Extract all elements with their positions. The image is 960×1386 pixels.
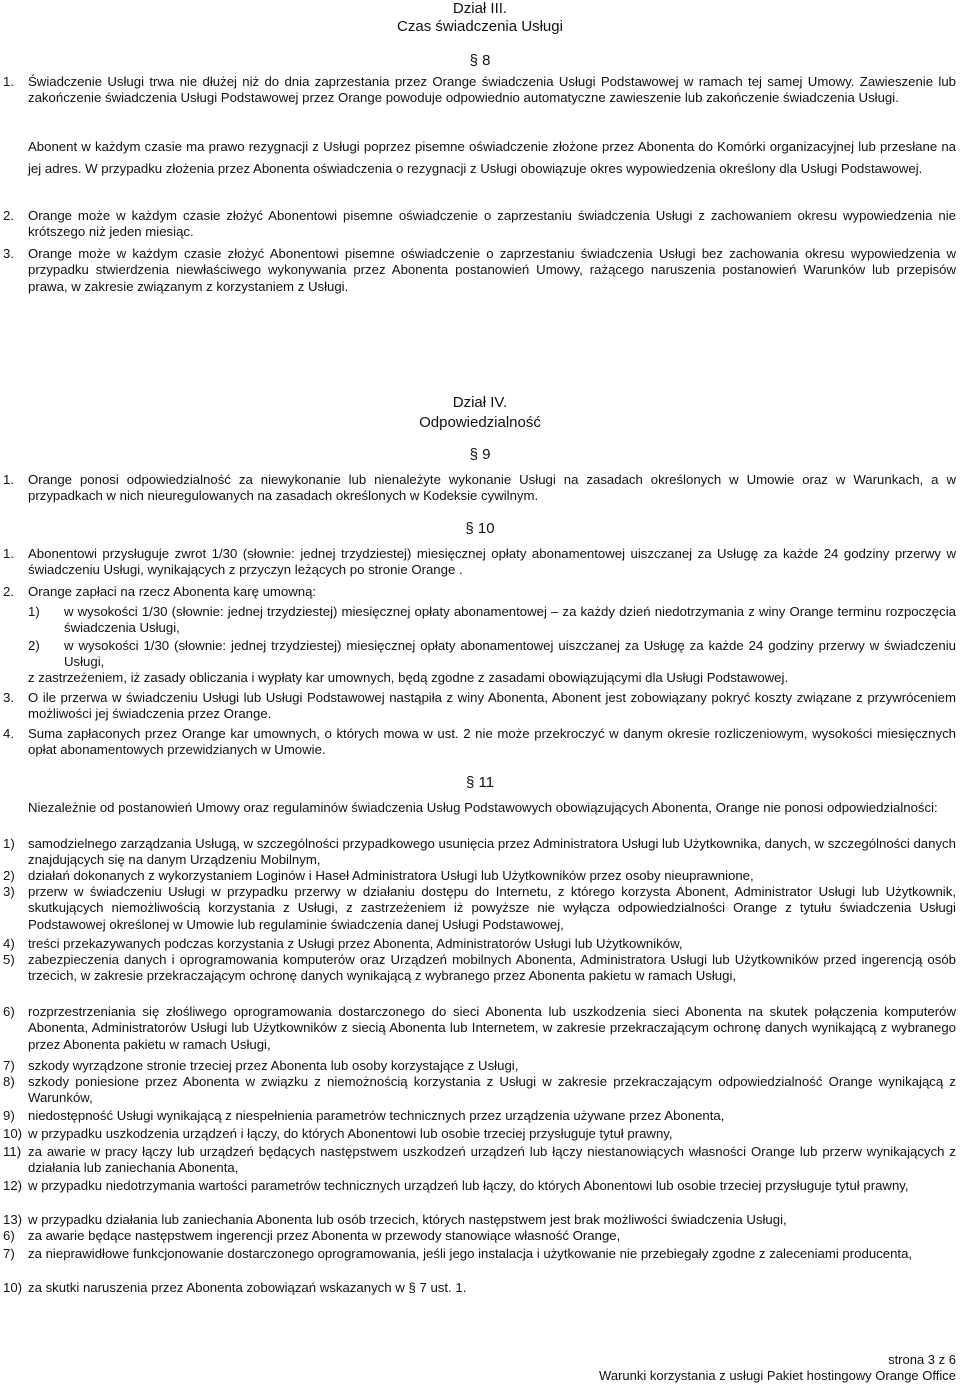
list-number: 3. — [3, 246, 14, 261]
list-number: 11) — [3, 1144, 22, 1159]
section-heading: Dział IV. — [452, 394, 508, 411]
list-number: 1) — [3, 836, 15, 851]
section-heading: Dział III. — [452, 0, 508, 17]
list-number: 2. — [3, 584, 14, 599]
section-title: Czas świadczenia Usługi — [397, 18, 563, 35]
paragraph-text: Abonent w każdym czasie ma prawo rezygnacji z Usługi poprzez pisemne oświadczenie złożone przez Abonenta do Komórki organizacyjnej lub przesłane na jej adres. W przypadku złożenia przez Abonenta oświadczenia o rezygnacji z Usługi obowiązuje okres wypowiedzenia określony dla Usługi Podstawowej. — [28, 139, 956, 176]
list-number: 7) — [3, 1058, 15, 1073]
list-number: 13) — [3, 1212, 23, 1227]
paragraph-text: z zastrzeżeniem, iż zasady obliczania i wypłaty kar umownych, będą zgodne z zasadami obowiązującymi dla Usługi Podstawowej. — [28, 670, 789, 685]
paragraph-text: Orange zapłaci na rzecz Abonenta karę umowną: — [28, 584, 317, 599]
paragraph-text: Suma zapłaconych przez Orange kar umownych, o których mowa w ust. 2 nie może przekroczyć w danym okresie rozliczeniowym, wysokości miesięcznych opłat abonamentowych przewidzianych w Umowie. — [28, 726, 956, 758]
list-number: 6) — [3, 1228, 15, 1243]
list-number: 1) — [28, 604, 40, 619]
list-item: rozprzestrzeniania się złośliwego oprogramowania dostarczonego do sieci Abonenta lub uszkodzenia sieci Abonenta na skutek połączenia komputerów Abonenta, Administratorów Usługi lub Użytkowników z siecią Abonenta lub Internetem, w zakresie przekraczającym ochronę danych wynikającą z wybranego przez Abonenta pakietu w ramach Usługi, — [28, 1004, 956, 1052]
paragraph-text: Niezależnie od postanowień Umowy oraz regulaminów świadczenia Usług Podstawowych obowiązujących Abonenta, Orange nie ponosi odpowiedzialności: — [28, 800, 938, 815]
list-number: 3. — [3, 690, 14, 705]
list-number: 9) — [3, 1108, 15, 1123]
paragraph-text: Orange może w każdym czasie złożyć Abonentowi pisemne oświadczenie o zaprzestaniu świadczenia Usługi bez zachowania okresu wypowiedzenia w przypadku stwierdzenia niewłaściwego wykonywania przez Abonenta postanowień Umowy, rażącego naruszenia postanowień Warunków lub przepisów prawa, w zakresie związanym z korzystaniem z Usługi. — [28, 246, 956, 294]
list-item: za awarie w pracy łączy lub urządzeń będących następstwem uszkodzeń urządzeń lub łączy niestanowiących własności Orange lub przerw wynikających z działania lub zaniechania Abonenta, — [28, 1144, 956, 1176]
list-item: za nieprawidłowe funkcjonowanie dostarczonego oprogramowania, jeśli jego instalacja i użytkowanie nie przebiegały zgodne z zaleceniami producenta, — [28, 1246, 913, 1261]
page-number: strona 3 z 6 — [888, 1352, 956, 1367]
list-number: 3) — [3, 884, 15, 899]
list-number: 1. — [3, 74, 14, 89]
paragraph-number: § 10 — [465, 520, 495, 537]
list-item: w wysokości 1/30 (słownie: jednej trzydziestej) miesięcznej opłaty abonamentowej uiszczanej za Usługę za każde 24 godziny przerwy w świadczeniu Usługi, — [64, 638, 956, 670]
list-item: za skutki naruszenia przez Abonenta zobowiązań wskazanych w § 7 ust. 1. — [28, 1280, 467, 1295]
list-number: 4) — [3, 936, 15, 951]
list-number: 10) — [3, 1280, 23, 1295]
list-number: 1. — [3, 472, 14, 487]
list-item: szkody wyrządzone stronie trzeciej przez Abonenta lub osoby korzystające z Usługi, — [28, 1058, 519, 1073]
list-number: 10) — [3, 1126, 23, 1141]
list-item: w przypadku niedotrzymania wartości parametrów technicznych urządzeń lub łączy, do których Abonentowi lub osobie trzeciej przysługuje tytuł prawny, — [28, 1178, 909, 1193]
list-number: 12) — [3, 1178, 23, 1193]
list-item: treści przekazywanych podczas korzystania z Usługi przez Abonenta, Administratorów Usługi lub Użytkowników, — [28, 936, 683, 951]
list-number: 2) — [28, 638, 40, 653]
paragraph-number: § 11 — [465, 774, 495, 791]
list-item: w wysokości 1/30 (słownie: jednej trzydziestej) miesięcznej opłaty abonamentowej – za każdy dzień niedotrzymania z winy Orange terminu rozpoczęcia świadczenia Usługi, — [64, 604, 956, 636]
list-item: w przypadku działania lub zaniechania Abonenta lub osób trzecich, których następstwem jest brak możliwości świadczenia Usługi, — [28, 1212, 787, 1227]
paragraph-text: Świadczenie Usługi trwa nie dłużej niż do dnia zaprzestania przez Orange świadczenia Usługi Podstawowej w ramach tej samej Umowy. Zawieszenie lub zakończenie świadczenia Usługi Podstawowej przez Orange powoduje odpowiednio automatyczne zawieszenie lub zakończenie świadczenia Usługi. — [28, 74, 956, 106]
list-item: w przypadku uszkodzenia urządzeń i łączy, do których Abonentowi lub osobie trzeciej przysługuje tytuł prawny, — [28, 1126, 673, 1141]
document-title-footer: Warunki korzystania z usługi Pakiet hostingowy Orange Office — [599, 1368, 956, 1383]
list-number: 7) — [3, 1246, 15, 1261]
list-number: 8) — [3, 1074, 15, 1089]
paragraph-text: Orange może w każdym czasie złożyć Abonentowi pisemne oświadczenie o zaprzestaniu świadczenia Usługi z zachowaniem okresu wypowiedzenia nie krótszego niż jeden miesiąc. — [28, 208, 956, 240]
list-item: szkody poniesione przez Abonenta w związku z niemożnością korzystania z Usługi w zakresie przekraczającym odpowiedzialność Orange wynikającą z Warunków, — [28, 1074, 956, 1106]
list-number: 5) — [3, 952, 15, 967]
list-number: 2. — [3, 208, 14, 223]
paragraph-text: Abonentowi przysługuje zwrot 1/30 (słownie: jednej trzydziestej) miesięcznej opłaty abonamentowej uiszczanej za Usługę za każde 24 godziny przerwy w świadczeniu Usługi, wynikających z przyczyn leżących po stronie Orange . — [28, 546, 956, 578]
paragraph-number: § 8 — [469, 52, 491, 69]
list-item: samodzielnego zarządzania Usługą, w szczególności przypadkowego usunięcia przez Administratora Usługi lub Użytkownika, danych, w szczególności danych znajdujących się na danym Urządzeniu Mobilnym, — [28, 836, 956, 868]
section-title: Odpowiedzialność — [419, 414, 541, 431]
list-number: 4. — [3, 726, 14, 741]
list-item: za awarie będące następstwem ingerencji przez Abonenta w przewody stanowiące własność Orange, — [28, 1228, 621, 1243]
list-number: 6) — [3, 1004, 15, 1019]
list-item: przerw w świadczeniu Usługi w przypadku przerwy w działaniu dostępu do Internetu, z którego korzysta Abonent, Administrator Usługi lub Użytkownik, skutkujących niemożliwością korzystania z Usługi, z zastrzeżeniem iż powyższe nie wyłącza odpowiedzialności Orange z tytułu świadczenia Usługi Podstawowej określonej w Umowie lub regulaminie świadczenia danej Usługi Podstawowej, — [28, 884, 956, 932]
paragraph-text: Orange ponosi odpowiedzialność za niewykonanie lub nienależyte wykonanie Usługi na zasadach określonych w Umowie oraz w Warunkach, a w przypadkach w nich nieuregulowanych na zasadach określonych w Kodeksie cywilnym. — [28, 472, 956, 504]
list-item: niedostępność Usługi wynikającą z niespełnienia parametrów technicznych przez urządzenia używane przez Abonenta, — [28, 1108, 725, 1123]
list-item: działań dokonanych z wykorzystaniem Loginów i Haseł Administratora Usługi lub Użytkowników przez osoby nieuprawnione, — [28, 868, 754, 883]
list-number: 1. — [3, 546, 14, 561]
paragraph-number: § 9 — [469, 446, 491, 463]
paragraph-text: O ile przerwa w świadczeniu Usługi lub Usługi Podstawowej nastąpiła z winy Abonenta, Abonent jest zobowiązany pokryć koszty związane z przywróceniem możliwości jej świadczenia przez Orange. — [28, 690, 956, 722]
list-number: 2) — [3, 868, 15, 883]
list-item: zabezpieczenia danych i oprogramowania komputerów oraz Urządzeń mobilnych Abonenta, Administratora Usługi lub Użytkowników przed ingerencją osób trzecich, w zakresie przekraczającym ochronę danych wynikającą z wybranego przez Abonenta pakietu w ramach Usługi, — [28, 952, 956, 984]
